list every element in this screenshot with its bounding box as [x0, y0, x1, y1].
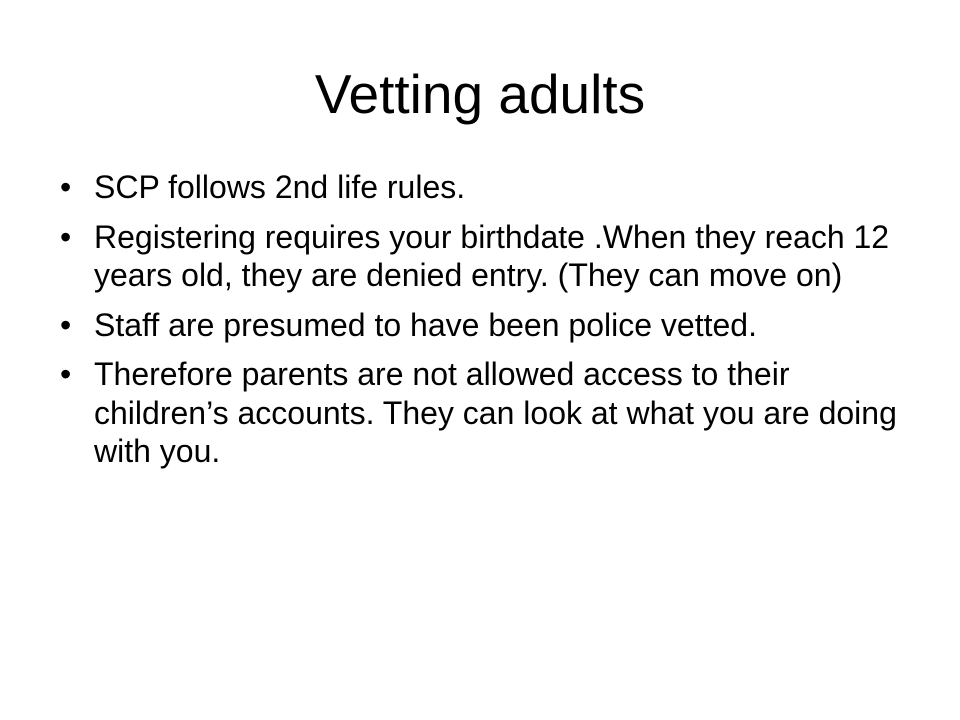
bullet-text: Therefore parents are not allowed access to their children’s accounts. They can look at what you are doing with you. [94, 356, 897, 469]
bullet-marker: • [60, 356, 72, 392]
bullet-text: Staff are presumed to have been police vetted. [94, 306, 757, 343]
bullet-text: SCP follows 2nd life rules. [94, 169, 466, 205]
bullet-list [60, 168, 900, 482]
bullet-item [60, 306, 900, 345]
bullet-marker: • [60, 218, 72, 255]
bullet-item [60, 355, 900, 471]
bullet-item [60, 168, 900, 207]
bullet-item [60, 218, 900, 295]
bullet-text: Registering requires your birthdate .When they reach 12 years old, they are denied entry. (They can move on) [94, 218, 890, 293]
bullet-marker: • [60, 169, 72, 205]
slide-title: Vetting adults [314, 63, 646, 125]
bullet-marker: • [60, 306, 72, 343]
